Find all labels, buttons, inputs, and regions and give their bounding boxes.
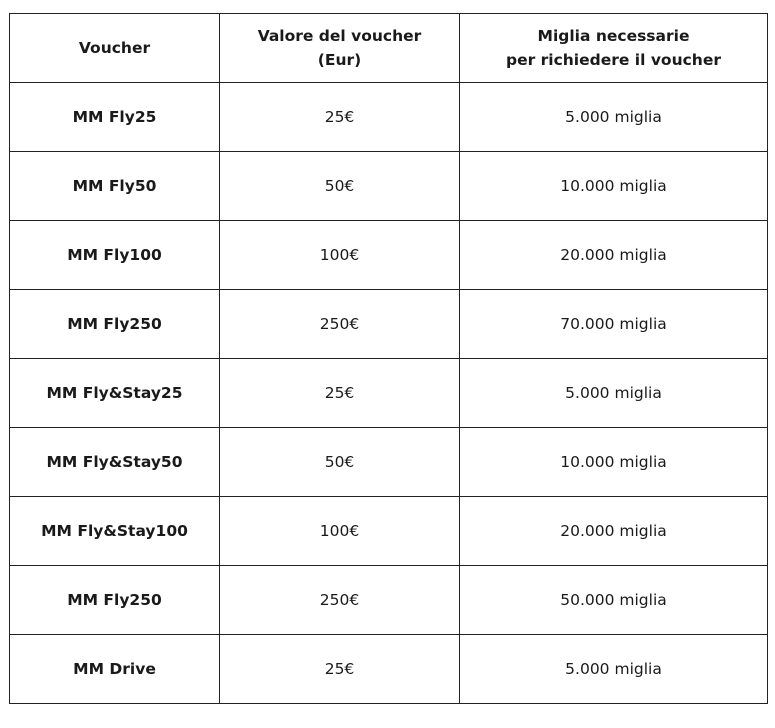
- table-row: [10, 497, 768, 566]
- table-row: [10, 83, 768, 152]
- miles-required-cell: 50.000 miglia: [460, 566, 768, 635]
- voucher-value-cell: 250€: [220, 290, 460, 359]
- table-header-row: [10, 14, 768, 83]
- table-row: [10, 566, 768, 635]
- table-row: [10, 359, 768, 428]
- header-miles-line1: Miglia necessarie: [537, 27, 690, 45]
- voucher-name-cell: MM Fly&Stay100: [10, 497, 220, 566]
- voucher-name-cell: MM Fly50: [10, 152, 220, 221]
- voucher-name-cell: MM Fly250: [10, 290, 220, 359]
- miles-required-cell: 10.000 miglia: [460, 152, 768, 221]
- header-value-line1: Valore del voucher: [257, 27, 422, 45]
- voucher-table: [9, 13, 768, 704]
- voucher-name-cell: MM Fly&Stay25: [10, 359, 220, 428]
- table-row: [10, 290, 768, 359]
- miles-required-cell: 20.000 miglia: [460, 497, 768, 566]
- header-value-line2: (Eur): [317, 51, 362, 69]
- miles-required-cell: 10.000 miglia: [460, 428, 768, 497]
- voucher-name-cell: MM Fly250: [10, 566, 220, 635]
- table-row: [10, 221, 768, 290]
- voucher-name-cell: MM Fly25: [10, 83, 220, 152]
- header-miles-required: [460, 14, 768, 83]
- voucher-value-cell: 25€: [220, 83, 460, 152]
- voucher-value-cell: 250€: [220, 566, 460, 635]
- voucher-value-cell: 25€: [220, 635, 460, 704]
- voucher-value-cell: 100€: [220, 497, 460, 566]
- header-miles-line2: per richiedere il voucher: [505, 51, 721, 69]
- miles-required-cell: 5.000 miglia: [460, 359, 768, 428]
- table-row: [10, 428, 768, 497]
- miles-required-cell: 70.000 miglia: [460, 290, 768, 359]
- voucher-value-cell: 50€: [220, 428, 460, 497]
- voucher-name-cell: MM Drive: [10, 635, 220, 704]
- table-row: [10, 152, 768, 221]
- voucher-value-cell: 25€: [220, 359, 460, 428]
- voucher-value-cell: 100€: [220, 221, 460, 290]
- voucher-name-cell: MM Fly&Stay50: [10, 428, 220, 497]
- header-voucher: Voucher: [10, 14, 220, 83]
- voucher-name-cell: MM Fly100: [10, 221, 220, 290]
- table-row: [10, 635, 768, 704]
- miles-required-cell: 5.000 miglia: [460, 83, 768, 152]
- miles-required-cell: 20.000 miglia: [460, 221, 768, 290]
- miles-required-cell: 5.000 miglia: [460, 635, 768, 704]
- voucher-value-cell: 50€: [220, 152, 460, 221]
- header-voucher-value: [220, 14, 460, 83]
